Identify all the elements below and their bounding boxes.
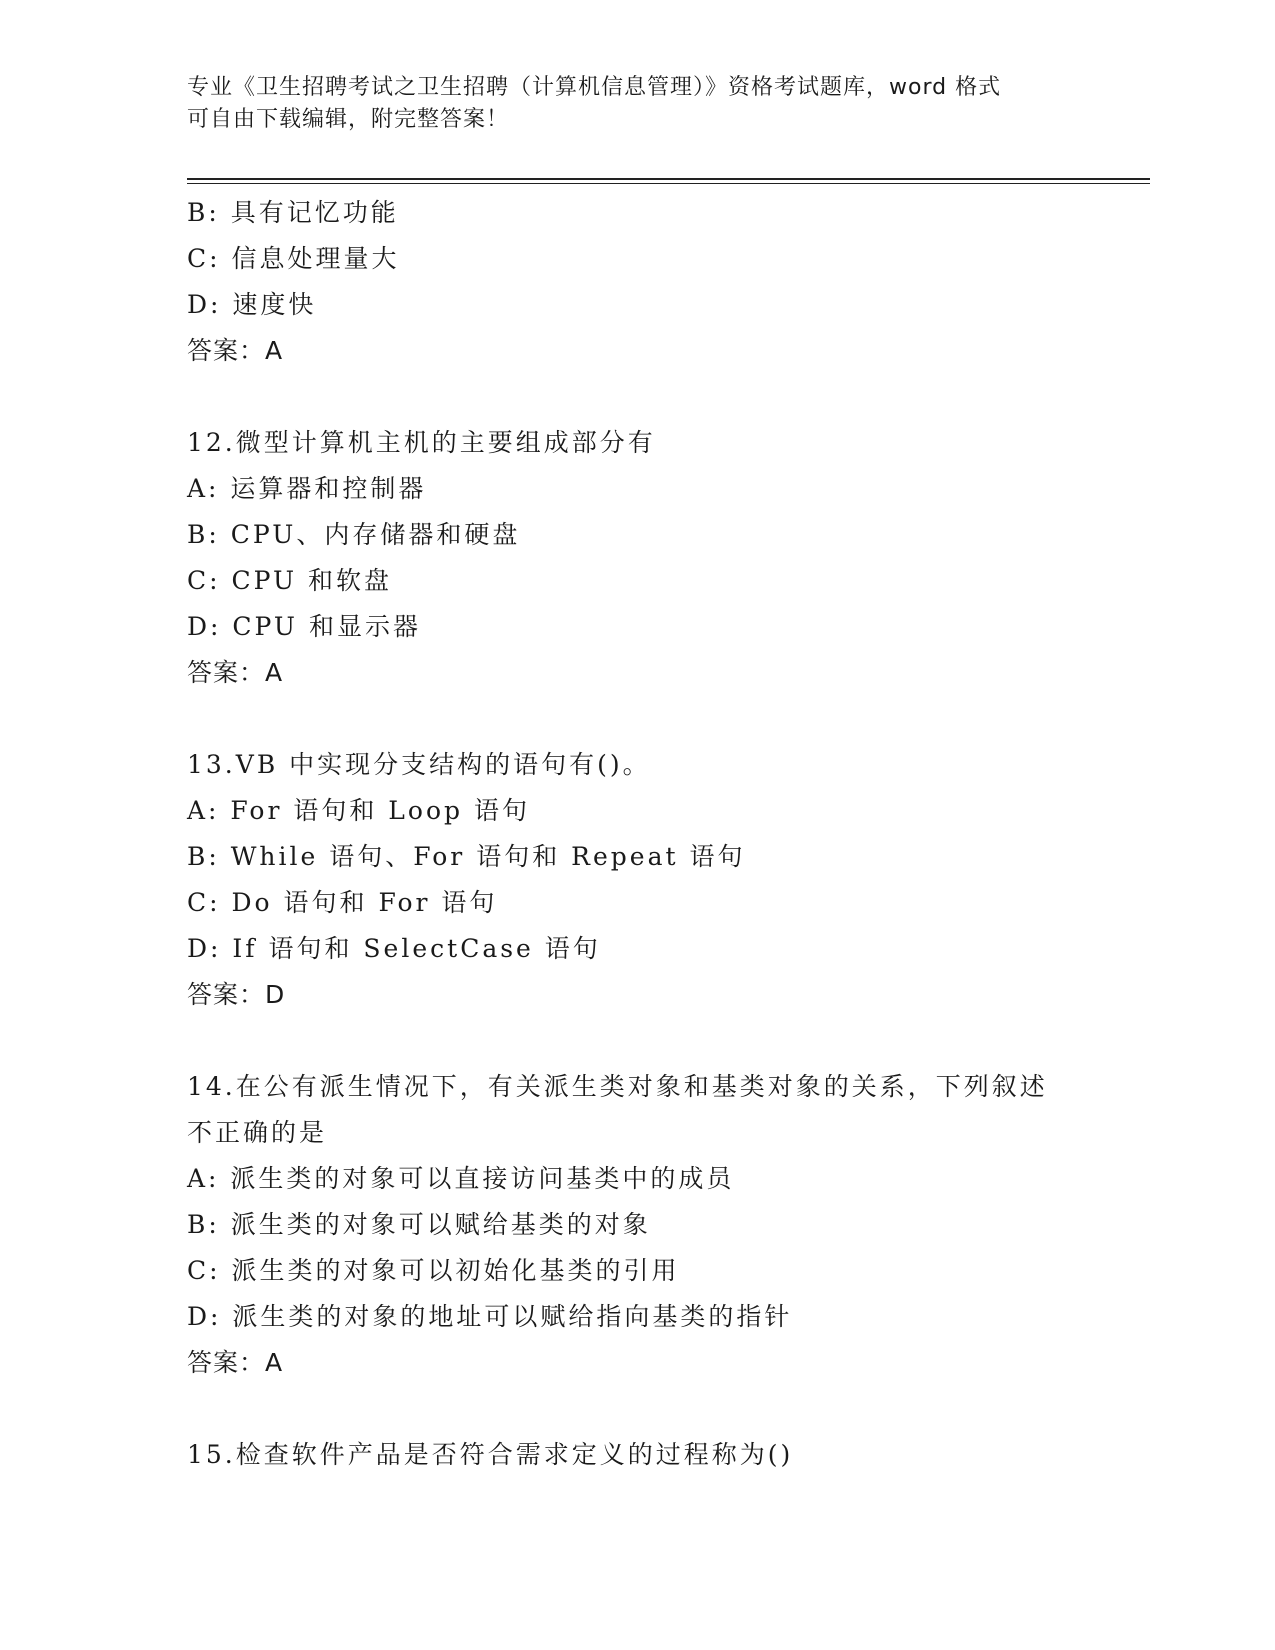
q13-option-a: A: For 语句和 Loop 语句	[187, 796, 530, 825]
spacer	[187, 1018, 1087, 1064]
q12-option-b: B: CPU、内存储器和硬盘	[187, 520, 521, 549]
q14-option-d: D: 派生类的对象的地址可以赋给指向基类的指针	[187, 1302, 793, 1331]
q14-option-a: A: 派生类的对象可以直接访问基类中的成员	[187, 1164, 735, 1193]
q15-question: 15.检查软件产品是否符合需求定义的过程称为()	[187, 1440, 794, 1469]
q13-option-c: C: Do 语句和 For 语句	[187, 888, 498, 917]
header-divider-thin	[187, 183, 1150, 184]
spacer	[187, 374, 1087, 420]
q13-option-d: D: If 语句和 SelectCase 语句	[187, 934, 601, 963]
q12-answer: 答案：A	[187, 658, 284, 687]
q11-answer: 答案：A	[187, 336, 284, 365]
question-list	[187, 190, 1087, 1478]
q14-question-line-1: 14.在公有派生情况下，有关派生类对象和基类对象的关系，下列叙述	[187, 1072, 1048, 1101]
q11-option-c: C: 信息处理量大	[187, 244, 400, 273]
header-divider-thick	[187, 178, 1150, 180]
spacer	[187, 1386, 1087, 1432]
q14-option-b: B: 派生类的对象可以赋给基类的对象	[187, 1210, 651, 1239]
q13-option-b: B: While 语句、For 语句和 Repeat 语句	[187, 842, 746, 871]
q13-answer: 答案：D	[187, 980, 286, 1009]
q11-option-d: D: 速度快	[187, 290, 317, 319]
header-line-2: 可自由下载编辑，附完整答案！	[187, 107, 510, 132]
q12-option-a: A: 运算器和控制器	[187, 474, 427, 503]
q14-answer: 答案：A	[187, 1348, 284, 1377]
document-header	[187, 72, 1067, 136]
q12-question: 12.微型计算机主机的主要组成部分有	[187, 428, 656, 457]
q11-option-b: B: 具有记忆功能	[187, 198, 399, 227]
header-line-1: 专业《卫生招聘考试之卫生招聘（计算机信息管理）》资格考试题库，word 格式	[187, 75, 1002, 100]
spacer	[187, 696, 1087, 742]
q12-option-c: C: CPU 和软盘	[187, 566, 393, 595]
q12-option-d: D: CPU 和显示器	[187, 612, 421, 641]
q14-question-line-2: 不正确的是	[187, 1118, 328, 1147]
q14-option-c: C: 派生类的对象可以初始化基类的引用	[187, 1256, 680, 1285]
q13-question: 13.VB 中实现分支结构的语句有()。	[187, 750, 651, 779]
